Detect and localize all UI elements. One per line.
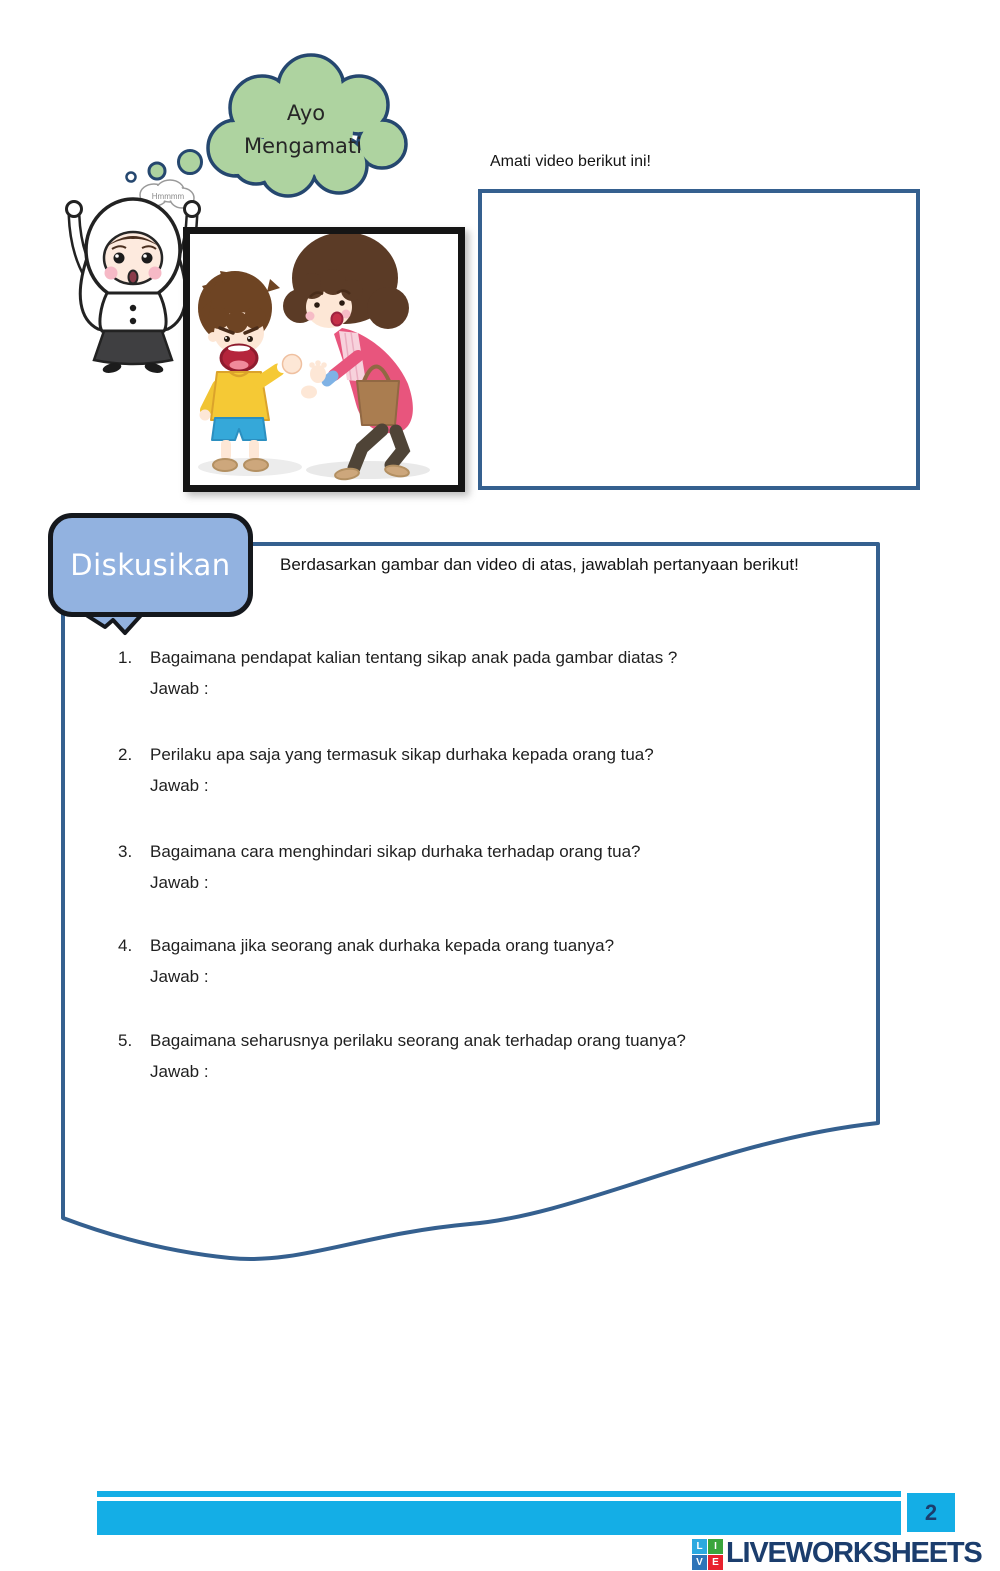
video-placeholder[interactable]	[478, 189, 920, 490]
diskusikan-label: Diskusikan	[70, 548, 231, 582]
thought-text: Hmmmm	[151, 192, 185, 201]
liveworksheets-logo-icon	[692, 1539, 723, 1570]
question-text: Bagaimana cara menghindari sikap durhaka terhadap orang tua?	[150, 842, 641, 861]
question-4	[118, 936, 890, 987]
diskusikan-bubble	[48, 513, 253, 617]
logo-tile-v: V	[692, 1555, 707, 1570]
logo-tile-i: I	[708, 1539, 723, 1554]
logo-wordmark: LIVEWORKSHEETS	[726, 1537, 982, 1569]
page-number-box	[907, 1493, 955, 1532]
cloud-title-line2: Mengamati	[244, 134, 362, 158]
answer-label: Jawab :	[150, 873, 209, 892]
question-number: 3.	[118, 842, 133, 861]
mother-figure	[283, 234, 413, 481]
picture-frame	[183, 227, 465, 492]
question-number: 5.	[118, 1031, 133, 1050]
question-1	[118, 648, 890, 699]
ayo-mengamati-cloud	[196, 48, 410, 216]
question-3	[118, 842, 890, 893]
answer-label: Jawab :	[150, 1062, 209, 1081]
video-prompt-text: Amati video berikut ini!	[490, 153, 651, 170]
question-5	[118, 1031, 890, 1082]
discussion-panel-border	[55, 535, 890, 1275]
question-text: Bagaimana seharusnya perilaku seorang anak terhadap orang tuanya?	[150, 1031, 686, 1050]
answer-label: Jawab :	[150, 967, 209, 986]
question-number: 2.	[118, 745, 133, 764]
question-text: Bagaimana jika seorang anak durhaka kepada orang tuanya?	[150, 936, 615, 955]
cloud-fill	[210, 57, 404, 194]
logo-tile-l: L	[692, 1539, 707, 1554]
answer-label: Jawab :	[150, 776, 209, 795]
cloud-trail-circles	[127, 151, 202, 182]
answer-label: Jawab :	[150, 679, 209, 698]
footer-thick-bar	[97, 1501, 901, 1535]
liveworksheets-logo[interactable]	[692, 1536, 982, 1570]
footer-thin-bar	[97, 1491, 901, 1497]
question-text: Bagaimana pendapat kalian tentang sikap anak pada gambar diatas ?	[150, 648, 678, 667]
boy-yelling-at-mother-illustration	[190, 234, 458, 485]
question-text: Perilaku apa saja yang termasuk sikap durhaka kepada orang tua?	[150, 745, 654, 764]
page-number: 2	[924, 1499, 938, 1525]
girl-body	[94, 293, 172, 375]
question-number: 4.	[118, 936, 133, 955]
question-number: 1.	[118, 648, 133, 667]
logo-tile-e: E	[708, 1555, 723, 1570]
discussion-instruction: Berdasarkan gambar dan video di atas, jawablah pertanyaan berikut!	[280, 555, 799, 574]
question-2	[118, 745, 890, 796]
cloud-title-line1: Ayo	[286, 101, 326, 125]
